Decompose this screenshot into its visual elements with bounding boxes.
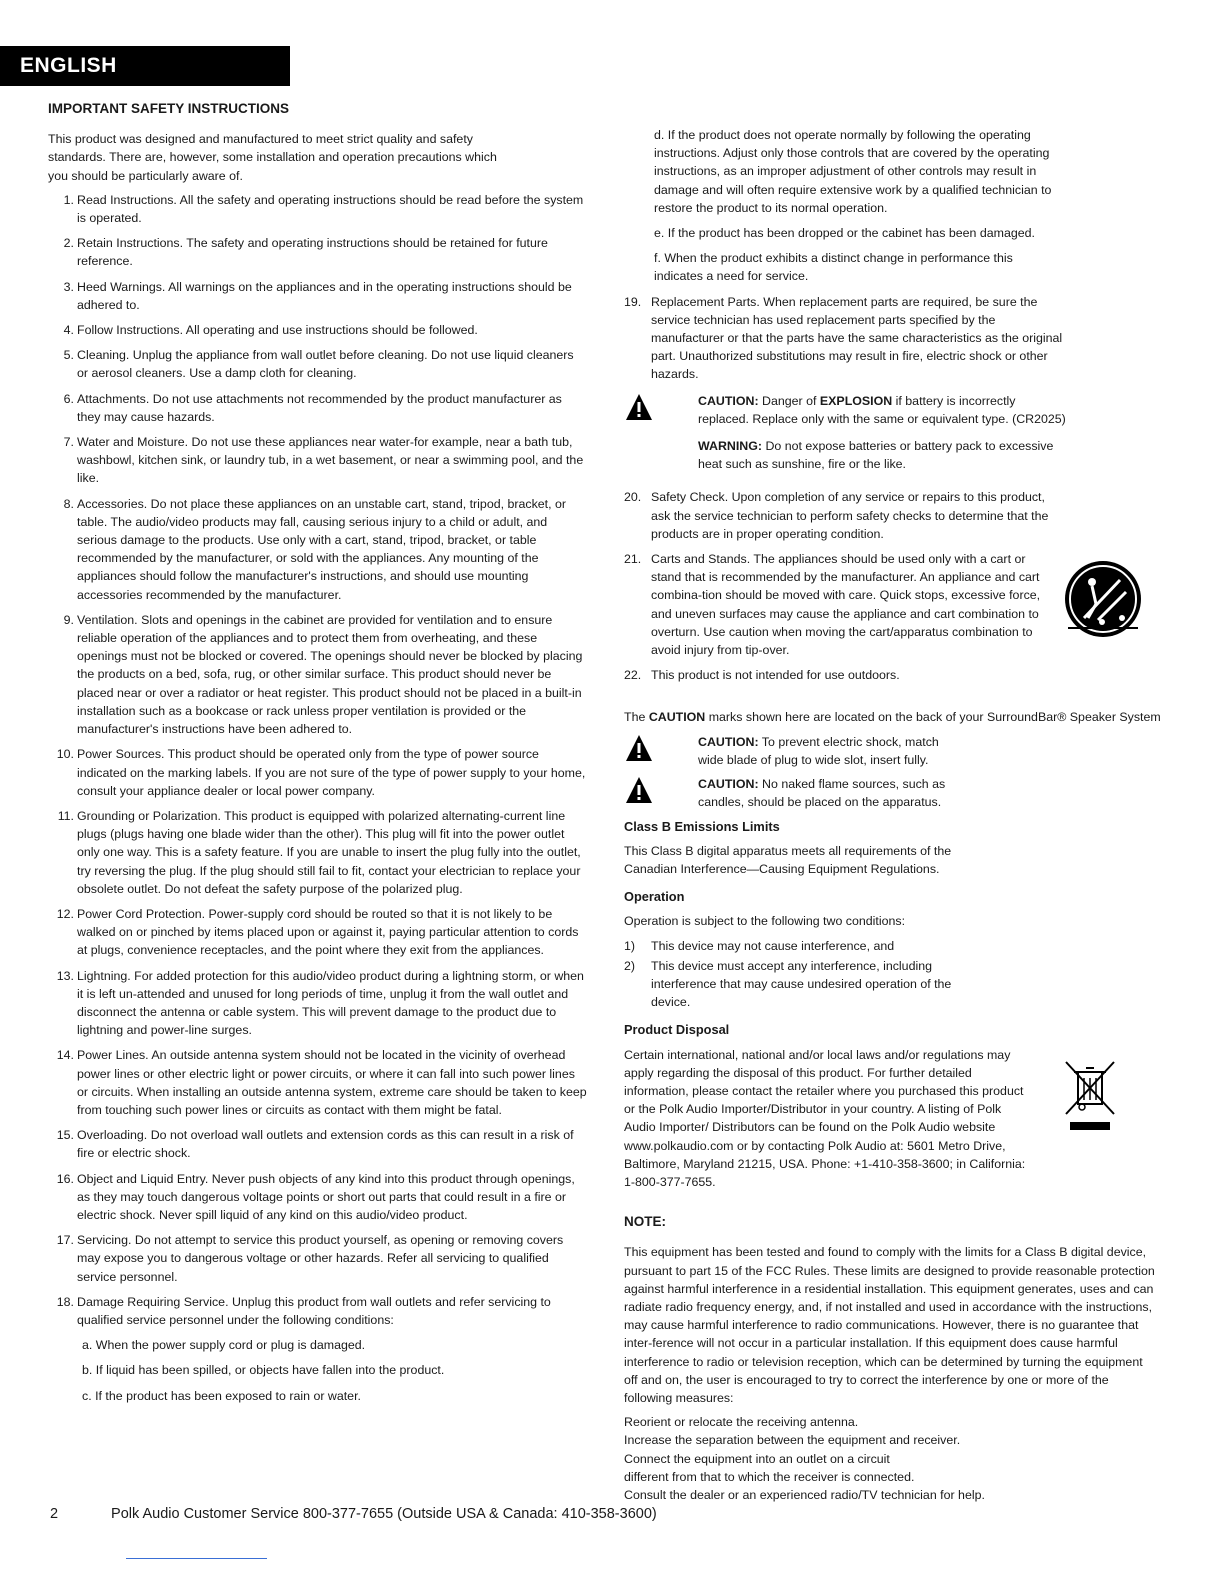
language-tab: ENGLISH: [0, 46, 290, 86]
item-text: Power Lines. An outside antenna system should not be located in the vicinity of overhead power lines or other electric light or power circuits, or where it can fall into such power lines or circuits. When installing an outside antenna system, extreme care should be taken to keep from touching such power lines or circuits as contact with them might be fatal.: [77, 1048, 587, 1117]
condition-text: This device may not cause interference, and: [651, 938, 895, 953]
list-item: [48, 321, 588, 339]
item-number: 3.: [63, 279, 74, 294]
item-number: 6.: [63, 391, 74, 406]
measure-item: Connect the equipment into an outlet on a circuit different from that to which the receiver is connected.: [624, 1451, 915, 1484]
intro-paragraph: This product was designed and manufactured to meet strict quality and safety standards. There are, however, some installation and operation precautions which you should be particularly aware of.: [48, 132, 497, 183]
link-underline: [126, 1558, 267, 1559]
item-number: 7.: [63, 435, 74, 450]
operation-heading: Operation: [624, 889, 685, 905]
warning-triangle-icon: [624, 775, 698, 811]
list-item: [48, 234, 588, 270]
item-number: 10.: [56, 747, 74, 762]
battery-caution-block: [624, 392, 1164, 483]
sub-item: b. If liquid has been spilled, or objects have fallen into the product.: [82, 1363, 445, 1378]
list-item: [48, 495, 588, 604]
list-item: [48, 1126, 588, 1162]
list-item: [48, 346, 588, 382]
list-item: [48, 278, 588, 314]
item-number: 19.: [624, 294, 642, 309]
sublist-18-continued: [624, 126, 1164, 286]
item-text: Water and Moisture. Do not use these appliances near water-for example, near a bath tub, washbowl, kitchen sink, or laundry tub, in a wet basement, or near a swimming pool, and the like.: [77, 435, 584, 486]
item-number: 13.: [56, 968, 74, 983]
cart-tip-over-icon: [1062, 558, 1144, 645]
list-item: [48, 905, 588, 960]
list-item: [48, 967, 588, 1040]
condition-number: 1): [624, 938, 636, 953]
battery-warning: WARNING: Do not expose batteries or battery pack to excessive heat such as sunshine, fire or the like.: [698, 439, 1054, 472]
crossed-bin-icon: [1064, 1060, 1116, 1137]
list-item: [48, 1293, 588, 1329]
condition-item: [624, 957, 964, 1012]
page-footer: [50, 1506, 657, 1522]
measures-list: [624, 1413, 1164, 1504]
item-text: Follow Instructions. All operating and use instructions should be followed.: [77, 323, 478, 338]
conditions-list: [624, 937, 1164, 1012]
classb-heading: Class B Emissions Limits: [624, 818, 780, 834]
item-text: Grounding or Polarization. This product is equipped with polarized alternating-current line plugs (plugs having one blade wider than the other). This plug will fit into the power outlet only one way. This is a safety feature. If you are unable to insert the plug fully into the outlet, try reversing the plug. If the plug should still fail to fit, contact your electrician to replace your obsolete outlet. Do not defeat the safety purpose of the polarized plug.: [77, 808, 581, 896]
operation-text: Operation is subject to the following two conditions:: [624, 914, 906, 929]
cart-item-wrap: [624, 550, 1164, 659]
measure-item: Consult the dealer or an experienced radio/TV technician for help.: [624, 1488, 985, 1502]
item-text: Cleaning. Unplug the appliance from wall outlet before cleaning. Do not use liquid cleaners or aerosol cleaners. Use a damp cloth for cleaning.: [77, 348, 574, 381]
item-text: Attachments. Do not use attachments not recommended by the product manufacturer as they may cause hazards.: [77, 391, 562, 424]
sub-item: c. If the product has been exposed to rain or water.: [82, 1388, 361, 1403]
section-title: IMPORTANT SAFETY INSTRUCTIONS: [48, 101, 290, 116]
item-text: Ventilation. Slots and openings in the cabinet are provided for ventilation and to ensure reliable operation of the appliances and to protect them from overheating, and these openings must not be blocked or covered. The openings should never be blocked by placing the products on a bed, sofa, rug, or other similar surface. This product should never be placed near or over a radiator or heat register. This product should not be placed in a built-in installation such as a bookcase or rack unless proper ventilation is provided or the manufacturer's instructions have been adhered to.: [77, 612, 583, 737]
list-item: [48, 807, 588, 898]
item-text: Overloading. Do not overload wall outlets and extension cords as this can result in a risk of fire or electric shock.: [77, 1128, 574, 1161]
note-text: This equipment has been tested and found to comply with the limits for a Class B digital device, pursuant to part 15 of the FCC Rules. These limits are designed to provide reasonable protection against harmful interference in a residential installation. This equipment generates, uses and can radiate radio frequency energy, and, if not installed and used in accordance with the instructions, may cause harmful interference to radio communications. However, there is no guarantee that inter-ference will not occur in a particular installation. If this equipment does cause harmful interference to radio or television reception, which can be determined by turning the equipment off and on, the user is encouraged to try to correct the interference by one or more of the following measures:: [624, 1245, 1155, 1405]
classb-text: This Class B digital apparatus meets all requirements of the Canadian Interference—Causing Equipment Regulations.: [624, 843, 952, 876]
item-number: 12.: [56, 906, 74, 921]
item-number: 17.: [56, 1233, 74, 1248]
list-item: [48, 433, 588, 488]
item-text: Accessories. Do not place these appliances on an unstable cart, stand, tripod, bracket, or table. The audio/video products may fall, causing serious injury to a child or adult, and serious damage to the products. Use only with a cart, stand, tripod, bracket, or table recommended by the manufacturer, or sold with the appliances. Any mounting of the appliances should follow the manufacturer's instructions, and should use mounting accessories recommended by the manufacturer.: [77, 496, 567, 602]
item-text: Damage Requiring Service. Unplug this product from wall outlets and refer servicing to qualified service personnel under the following conditions:: [77, 1294, 551, 1327]
item-number: 15.: [56, 1128, 74, 1143]
page-number: 2: [50, 1506, 59, 1522]
item-text: Power Sources. This product should be operated only from the type of power source indicated on the marking labels. If you are not sure of the type of power supply to your home, consult your appliance dealer or local power company.: [77, 747, 586, 798]
item-text: Retain Instructions. The safety and operating instructions should be retained for future reference.: [77, 236, 548, 269]
measure-item: Reorient or relocate the receiving antenna.: [624, 1415, 859, 1430]
right-column: [624, 126, 1164, 1504]
item-text: Heed Warnings. All warnings on the appliances and in the operating instructions should be adhered to.: [77, 279, 572, 312]
list-item: [624, 293, 1064, 384]
list-item: [624, 488, 1054, 543]
list-item: [624, 550, 1054, 659]
disposal-text: Certain international, national and/or local laws and/or regulations may apply regarding the disposal of this product. For further detailed information, please contact the retailer where you purchased this product or the Polk Audio Importer/Distributor in your country. A listing of Polk Audio Importer/ Distributors can be found on the Polk Audio website www.polkaudio.com or by contacting Polk Audio at: 5601 Metro Drive, Baltimore, Maryland 21215, USA. Phone: +1-410-358-3600; in California: 1-800-377-7655.: [624, 1047, 1026, 1189]
warning-triangle-icon: [624, 733, 698, 769]
condition-item: [624, 937, 964, 955]
condition-text: This device must accept any interference, including interference that may cause undesired operation of the device.: [651, 958, 952, 1010]
item-number: 5.: [63, 348, 74, 363]
item-text: Servicing. Do not attempt to service this product yourself, as opening or removing covers may expose you to dangerous voltage or other hazards. Refer all servicing to qualified service personnel.: [77, 1233, 564, 1284]
item-number: 1.: [63, 192, 74, 207]
note-heading: NOTE:: [624, 1214, 666, 1230]
item-text: Carts and Stands. The appliances should be used only with a cart or stand that is recommended by the manufacturer. An appliance and cart combina-tion should be moved with care. Quick stops, excessive force, and uneven surfaces may cause the appliance and cart combination to overturn. Use caution when moving the cart/apparatus combination to avoid injury from tip-over.: [651, 552, 1041, 658]
list-item: [624, 666, 1164, 684]
item-number: 14.: [56, 1048, 74, 1063]
list-item: [48, 611, 588, 738]
item-text: Object and Liquid Entry. Never push objects of any kind into this product through openings, as they may touch dangerous voltage points or short out parts that could result in a fire or electric shock. Never spill liquid of any kind on this audio/video product.: [77, 1171, 575, 1222]
disposal-heading: Product Disposal: [624, 1022, 730, 1038]
battery-caution: CAUTION: Danger of EXPLOSION if battery is incorrectly replaced. Replace only with the same or equivalent type. (CR2025): [698, 393, 1066, 426]
sublist-18: [48, 1336, 588, 1405]
list-item: [48, 1046, 588, 1119]
caution-marks-line: The CAUTION marks shown here are located on the back of your SurroundBar® Speaker System: [624, 710, 1161, 725]
list-item: [48, 745, 588, 800]
item-number: 16.: [56, 1171, 74, 1186]
item-text: Power Cord Protection. Power-supply cord should be routed so that it is not likely to be walked on or pinched by items placed upon or against it, paying particular attention to cords at plugs, convenience receptacles, and the point where they exit from the appliances.: [77, 906, 579, 958]
item-number: 20.: [624, 490, 642, 505]
customer-service-line: Polk Audio Customer Service 800-377-7655 (Outside USA & Canada: 410-358-3600): [111, 1506, 657, 1522]
instruction-list: [48, 191, 588, 1329]
measure-item: Increase the separation between the equipment and receiver.: [624, 1433, 961, 1448]
item-number: 9.: [63, 612, 74, 627]
item-number: 22.: [624, 668, 642, 683]
condition-number: 2): [624, 958, 636, 973]
warning-triangle-icon: [624, 392, 698, 483]
item-text: Lightning. For added protection for this audio/video product during a lightning storm, or when it is left un-attended and unused for long periods of time, unplug it from the wall outlet and disconnect the antenna or cable system. This will prevent damage to the product due to lightning and power-line surges.: [77, 968, 584, 1038]
item-text: Safety Check. Upon completion of any service or repairs to this product, ask the service technician to perform safety checks to determine that the products are in proper operating condition.: [651, 490, 1049, 541]
item-number: 2.: [63, 236, 74, 251]
flame-caution-block: CAUTION: No naked flame sources, such as candles, should be placed on the apparatus.: [624, 775, 1164, 811]
item-number: 11.: [57, 808, 74, 823]
left-column: [48, 100, 588, 1412]
item-number: 21.: [624, 552, 642, 567]
list-item: [48, 390, 588, 426]
plug-caution-block: CAUTION: To prevent electric shock, match wide blade of plug to wide slot, insert fully.: [624, 733, 1164, 769]
sub-item: f. When the product exhibits a distinct change in performance this indicates a need for service.: [654, 251, 1013, 284]
item-number: 4.: [63, 323, 74, 338]
sub-item: d. If the product does not operate normally by following the operating instructions. Adjust only those controls that are covered by the operating instructions, as an improper adjustment of other controls may result in damage and will often require extensive work by a qualified technician to restore the product to its normal operation.: [654, 128, 1052, 215]
list-item: [48, 191, 588, 227]
sub-item: e. If the product has been dropped or the cabinet has been damaged.: [654, 226, 1035, 241]
item-number: 8.: [63, 496, 74, 511]
list-item: [48, 1231, 588, 1286]
item-text: Replacement Parts. When replacement parts are required, be sure the service technician has used replacement parts specified by the manufacturer or that the parts have the same characteristics as the original part. Unauthorized substitutions may result in fire, electric shock or other hazards.: [651, 294, 1063, 382]
list-item: [48, 1170, 588, 1225]
item-text: This product is not intended for use outdoors.: [651, 668, 900, 683]
item-number: 18.: [56, 1294, 74, 1309]
sub-item: a. When the power supply cord or plug is damaged.: [82, 1338, 366, 1353]
item-text: Read Instructions. All the safety and operating instructions should be read before the system is operated.: [77, 192, 584, 226]
disposal-wrap: [624, 1046, 1164, 1192]
